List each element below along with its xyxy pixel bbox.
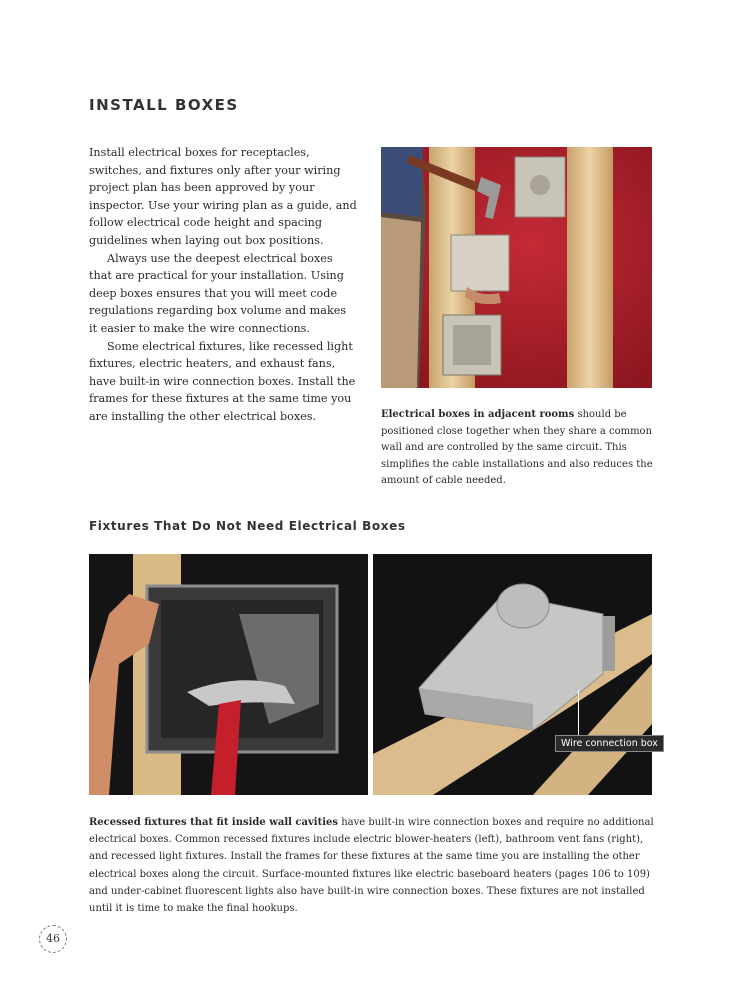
subheading: Fixtures That Do Not Need Electrical Boxes bbox=[89, 519, 406, 533]
caption-electrical-boxes bbox=[381, 407, 653, 490]
section-heading: INSTALL BOXES bbox=[89, 96, 239, 114]
caption-recessed-fixtures bbox=[89, 814, 654, 917]
paragraph: Some electrical fixtures, like recessed light fixtures, electric heaters, and exhaust fans, have built-in wire connection boxes. Install the frames for these fixtures at the same time you are installing the other electrical boxes. bbox=[89, 339, 356, 423]
photo-electrical-boxes bbox=[381, 147, 652, 388]
body-text bbox=[89, 144, 357, 426]
callout-wire-connection-box: Wire connection box bbox=[555, 735, 664, 752]
page-number: 46 bbox=[39, 925, 67, 953]
photo-vent-fan bbox=[373, 554, 652, 795]
caption-lead: Recessed fixtures that fit inside wall cavities bbox=[89, 817, 339, 828]
photo-blower-heater bbox=[89, 554, 368, 795]
caption-text: should be positioned close together when they share a common wall and are controlled by the same circuit. This simplifies the cable installations and also reduces the amount of cable needed. bbox=[381, 409, 653, 486]
caption-text: have built-in wire connection boxes and require no additional electrical boxes. Common recessed fixtures include electric blower-heaters (left), bathroom vent fans (right), and recessed light fixtures. Install the frames for these fixtures at the same time you are installing the other electrical boxes along the circuit. Surface-mounted fixtures like electric baseboard heaters (pages 106 to 109) and under-cabinet fluorescent lights also have built-in wire connection boxes. These fixtures are not installed until it is time to make the final hookups. bbox=[89, 817, 654, 915]
paragraph: Install electrical boxes for receptacles, switches, and fixtures only after your wiring project plan has been approved by your inspector. Use your wiring plan as a guide, and follow electrical code height and spacing guidelines when laying out box positions. bbox=[89, 146, 357, 247]
paragraph: Always use the deepest electrical boxes that are practical for your installation. Using deep boxes ensures that you will meet code regulations regarding box volume and makes it easier to make the wire connections. bbox=[89, 251, 347, 335]
callout-pointer bbox=[578, 690, 579, 736]
caption-lead: Electrical boxes in adjacent rooms bbox=[381, 409, 575, 420]
